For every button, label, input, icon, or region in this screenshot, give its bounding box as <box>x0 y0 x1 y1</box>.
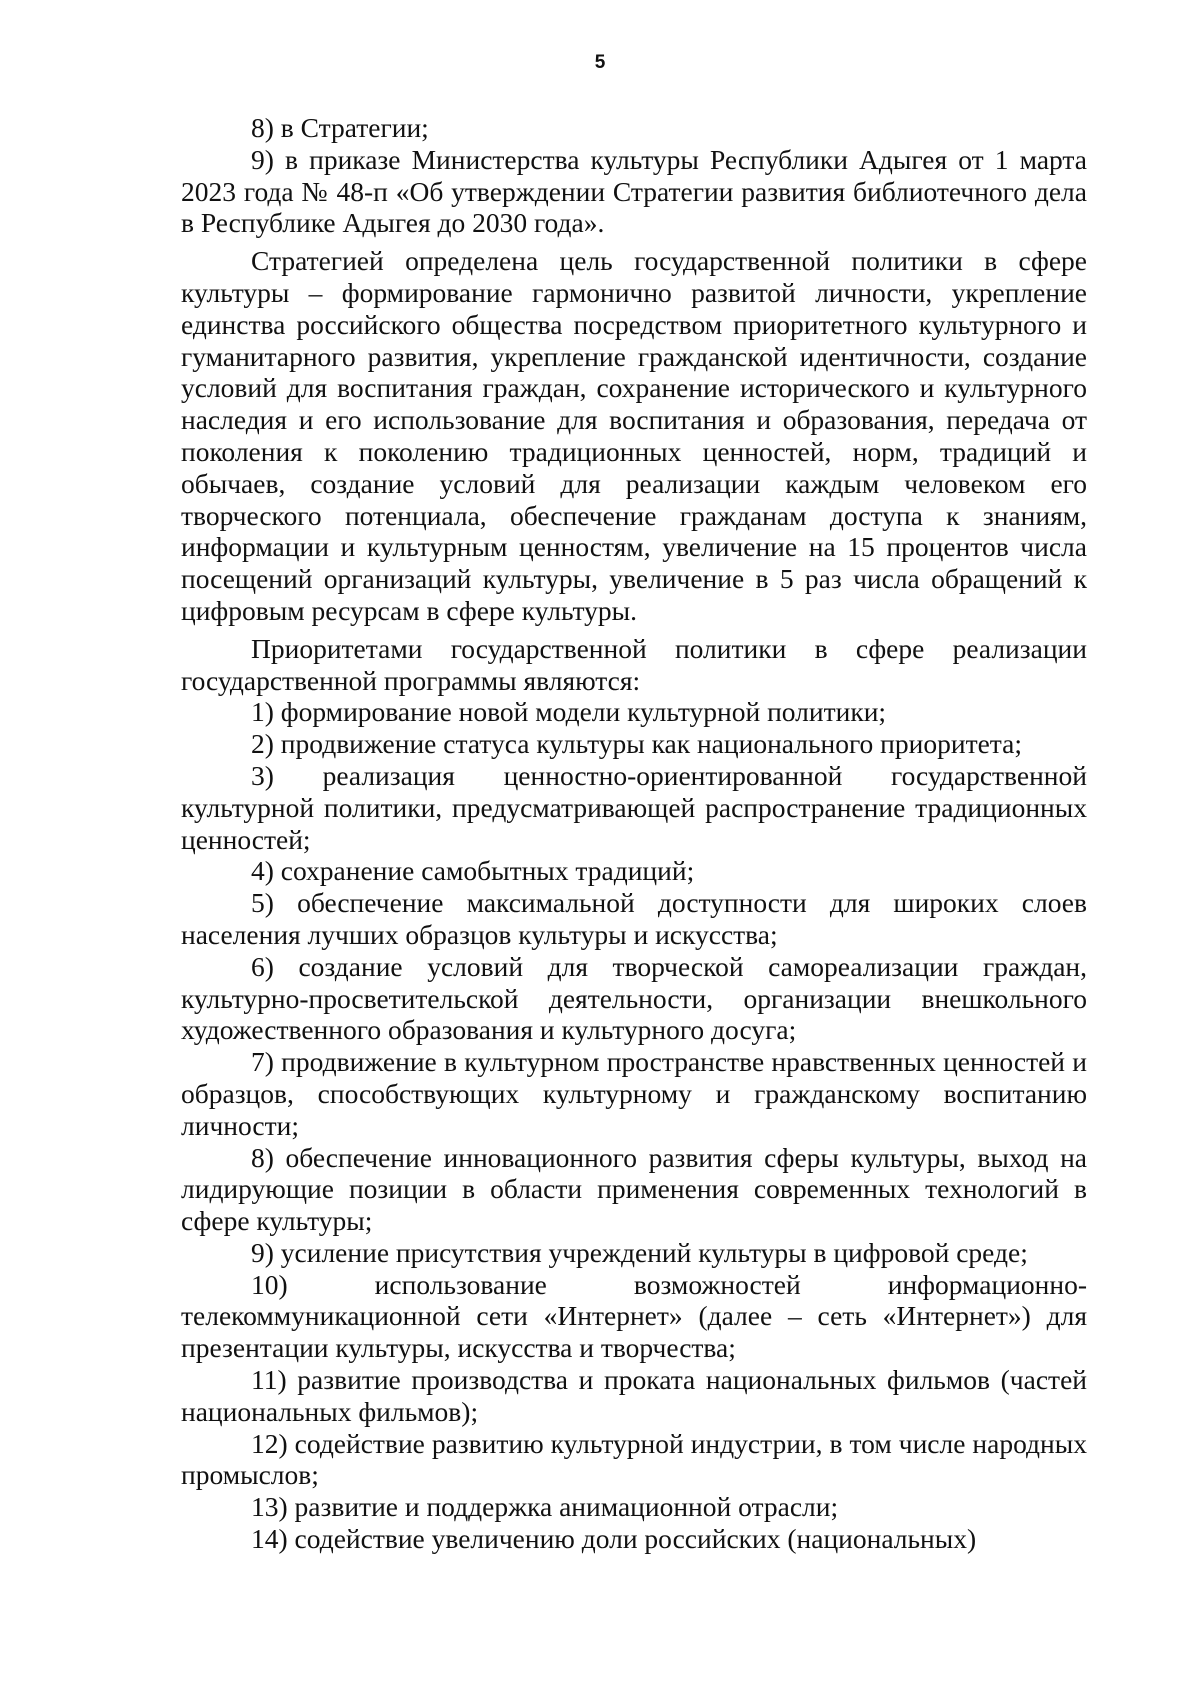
list-item: 12) содействие развитию культурной индустрии, в том числе народных промыслов; <box>181 1427 1087 1491</box>
list-item: 13) развитие и поддержка анимационной отрасли; <box>251 1491 839 1523</box>
list-item: 1) формирование новой модели культурной политики; <box>251 696 887 728</box>
list-item: 7) продвижение в культурном пространстве нравственных ценностей и образцов, способствующих культурному и гражданскому воспитанию личности; <box>181 1046 1087 1141</box>
list-item: 6) создание условий для творческой самореализации граждан, культурно-просветительской деятельности, организации внешкольного художественного образования и культурного досуга; <box>181 950 1087 1046</box>
list-item: 11) развитие производства и проката национальных фильмов (частей национальных фильмов); <box>181 1364 1087 1427</box>
paragraph-ministry-order: 9) в приказе Министерства культуры Республики Адыгея от 1 марта 2023 года № 48-п «Об утверждении Стратегии развития библиотечного дела в Республике Адыгея до 2030 года». <box>181 143 1087 239</box>
list-item: 3) реализация ценностно-ориентированной государственной культурной политики, предусматривающей распространение традиционных ценностей; <box>181 759 1087 855</box>
page-number: 5 <box>594 52 606 73</box>
list-item: 10) использование возможностей информационно-телекоммуникационной сети «Интернет» (далее – сеть «Интернет») для презентации культуры, искусства и творчества; <box>181 1268 1087 1364</box>
list-item: 8) обеспечение инновационного развития сферы культуры, выход на лидирующие позиции в области применения современных технологий в сфере культуры; <box>181 1141 1087 1237</box>
list-item: 5) обеспечение максимальной доступности для широких слоев населения лучших образцов культуры и искусства; <box>181 887 1087 950</box>
paragraph-priorities-intro: Приоритетами государственной политики в сфере реализации государственной программы являются: <box>181 632 1087 696</box>
document-body <box>181 112 1087 1555</box>
list-item: 4) сохранение самобытных традиций; <box>251 855 695 887</box>
list-item: 2) продвижение статуса культуры как национального приоритета; <box>251 728 1023 760</box>
list-item: 9) усиление присутствия учреждений культуры в цифровой среде; <box>251 1236 1028 1268</box>
list-item: 14) содействие увеличению доли российских (национальных) <box>251 1523 977 1555</box>
paragraph-strategy-ref: 8) в Стратегии; <box>251 112 429 143</box>
paragraph-policy-goal: Стратегией определена цель государственной политики в сфере культуры – формирование гармонично развитой личности, укрепление единства российского общества посредством приоритетного культурного и гуманитарного развития, укрепление гражданской идентичности, создание условий для воспитания граждан, сохранение исторического и культурного наследия и его использование для воспитания и образования, передача от поколения к поколению традиционных ценностей, норм, традиций и обычаев, создание условий для реализации каждым человеком его творческого потенциала, обеспечение гражданам доступа к знаниям, информации и культурным ценностям, увеличение на 15 процентов числа посещений организаций культуры, увеличение в 5 раз числа обращений к цифровым ресурсам в сфере культуры. <box>181 245 1087 626</box>
